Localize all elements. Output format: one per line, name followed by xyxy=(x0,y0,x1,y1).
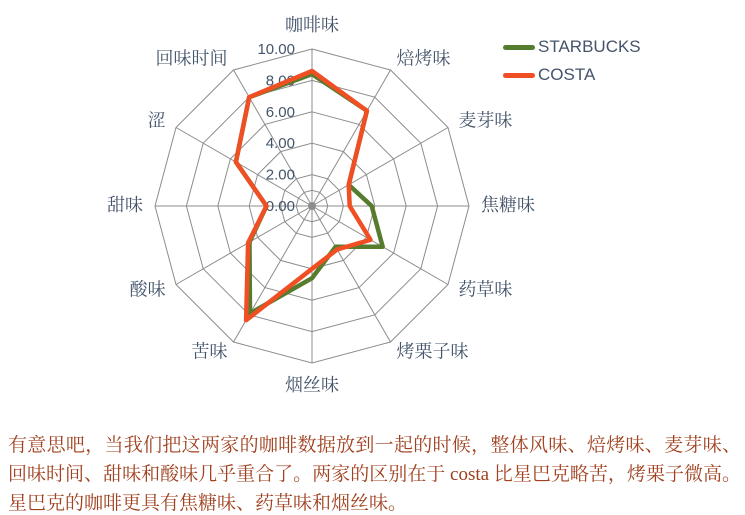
tick-label-8.00: 8.00 xyxy=(265,72,295,90)
category-label-9: 甜味 xyxy=(107,195,143,215)
caption-paragraph: 有意思吧，当我们把这两家的咖啡数据放到一起的时候，整体风味、焙烤味、麦芽味、回味时间、甜味和酸味几乎重合了。两家的区别在于 costa 比星巴克略苦，烤栗子微高。星巴克的咖啡更具有焦糖味、药草味和烟丝味。 xyxy=(8,435,741,514)
category-label-6: 烟丝味 xyxy=(285,375,339,395)
legend-label-starbucks: STARBUCKS xyxy=(538,37,641,56)
legend-item-starbucks xyxy=(503,35,641,59)
category-label-11: 回味时间 xyxy=(155,48,228,69)
costa-line-swatch-icon xyxy=(503,73,535,78)
tick-label-10.00: 10.00 xyxy=(257,41,295,58)
starbucks-line-swatch-icon xyxy=(503,45,535,50)
category-label-4: 药草味 xyxy=(458,279,513,300)
center-hub xyxy=(308,202,316,210)
category-label-8: 酸味 xyxy=(129,279,166,300)
category-label-0: 咖啡味 xyxy=(285,15,339,35)
tick-label-6.00: 6.00 xyxy=(265,103,295,121)
category-label-1: 焙烤味 xyxy=(396,48,451,69)
tick-label-4.00: 4.00 xyxy=(265,135,295,153)
tick-label-0.00: 0.00 xyxy=(265,198,295,215)
category-label-10: 涩 xyxy=(147,110,166,131)
category-label-2: 麦芽味 xyxy=(458,110,513,131)
category-label-5: 烤栗子味 xyxy=(396,341,469,362)
category-label-7: 苦味 xyxy=(191,341,228,362)
legend-label-costa: COSTA xyxy=(538,65,596,84)
category-label-3: 焦糖味 xyxy=(481,195,535,215)
tick-label-2.00: 2.00 xyxy=(265,166,295,184)
legend-item-costa xyxy=(503,63,641,87)
chart-legend xyxy=(503,35,641,91)
